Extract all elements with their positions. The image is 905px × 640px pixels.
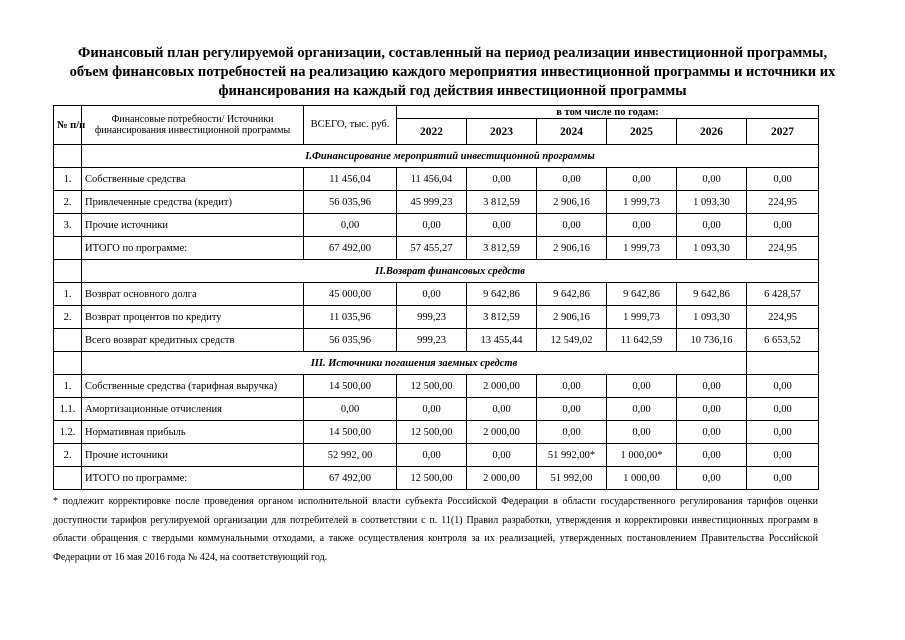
row-number bbox=[54, 467, 82, 490]
row-year-value: 0,00 bbox=[467, 214, 537, 237]
financial-plan-table bbox=[53, 105, 819, 490]
row-total: 67 492,00 bbox=[304, 237, 397, 260]
header-year: 2022 bbox=[397, 119, 467, 145]
row-year-value: 3 812,59 bbox=[467, 237, 537, 260]
row-label: ИТОГО по программе: bbox=[82, 467, 304, 490]
row-year-value: 0,00 bbox=[467, 168, 537, 191]
table-row bbox=[54, 191, 819, 214]
row-year-value: 12 500,00 bbox=[397, 375, 467, 398]
table-row bbox=[54, 398, 819, 421]
row-total: 52 992, 00 bbox=[304, 444, 397, 467]
header-year: 2025 bbox=[607, 119, 677, 145]
row-year-value: 0,00 bbox=[467, 398, 537, 421]
header-by-years: в том числе по годам: bbox=[397, 106, 819, 119]
row-label: Возврат основного долга bbox=[82, 283, 304, 306]
table-row bbox=[54, 237, 819, 260]
table-row bbox=[54, 329, 819, 352]
section-spacer-cell bbox=[747, 352, 819, 375]
table-row bbox=[54, 168, 819, 191]
row-year-value: 13 455,44 bbox=[467, 329, 537, 352]
row-year-value: 11 456,04 bbox=[397, 168, 467, 191]
row-year-value: 2 906,16 bbox=[537, 237, 607, 260]
row-year-value: 999,23 bbox=[397, 329, 467, 352]
row-total: 56 035,96 bbox=[304, 329, 397, 352]
row-year-value: 2 000,00 bbox=[467, 421, 537, 444]
row-year-value: 999,23 bbox=[397, 306, 467, 329]
row-year-value: 0,00 bbox=[747, 444, 819, 467]
header-needs: Финансовые потребности/ Источники финансирования инвестиционной программы bbox=[82, 106, 304, 145]
row-year-value: 0,00 bbox=[677, 421, 747, 444]
row-year-value: 2 906,16 bbox=[537, 191, 607, 214]
row-year-value: 57 455,27 bbox=[397, 237, 467, 260]
row-year-value: 2 906,16 bbox=[537, 306, 607, 329]
row-year-value: 51 992,00* bbox=[537, 444, 607, 467]
row-year-value: 0,00 bbox=[607, 214, 677, 237]
row-year-value: 1 000,00* bbox=[607, 444, 677, 467]
page-title: Финансовый план регулируемой организации, составленный на период реализации инвестиционной программы, объем финансовых потребностей на реализацию каждого мероприятия инвестиционной программы и источники их финансирования на каждый год действия инвестиционной программы bbox=[69, 45, 836, 99]
row-number bbox=[54, 329, 82, 352]
row-year-value: 45 999,23 bbox=[397, 191, 467, 214]
row-year-value: 1 000,00 bbox=[607, 467, 677, 490]
row-year-value: 0,00 bbox=[747, 421, 819, 444]
row-year-value: 0,00 bbox=[537, 168, 607, 191]
row-year-value: 0,00 bbox=[607, 421, 677, 444]
row-total: 11 456,04 bbox=[304, 168, 397, 191]
row-year-value: 0,00 bbox=[397, 214, 467, 237]
row-year-value: 0,00 bbox=[747, 467, 819, 490]
row-total: 14 500,00 bbox=[304, 421, 397, 444]
row-number: 2. bbox=[54, 306, 82, 329]
row-year-value: 0,00 bbox=[747, 214, 819, 237]
row-year-value: 0,00 bbox=[537, 421, 607, 444]
row-label: Прочие источники bbox=[82, 214, 304, 237]
section-spacer-cell bbox=[54, 352, 82, 375]
row-year-value: 224,95 bbox=[747, 306, 819, 329]
row-year-value: 9 642,86 bbox=[537, 283, 607, 306]
header-year: 2026 bbox=[677, 119, 747, 145]
row-label: Нормативная прибыль bbox=[82, 421, 304, 444]
table-row bbox=[54, 283, 819, 306]
row-year-value: 11 642,59 bbox=[607, 329, 677, 352]
row-year-value: 0,00 bbox=[677, 444, 747, 467]
row-year-value: 3 812,59 bbox=[467, 306, 537, 329]
row-year-value: 0,00 bbox=[677, 168, 747, 191]
header-year: 2024 bbox=[537, 119, 607, 145]
row-year-value: 12 500,00 bbox=[397, 421, 467, 444]
row-year-value: 0,00 bbox=[537, 214, 607, 237]
row-year-value: 1 093,30 bbox=[677, 306, 747, 329]
row-label: Прочие источники bbox=[82, 444, 304, 467]
row-number: 2. bbox=[54, 191, 82, 214]
row-year-value: 1 999,73 bbox=[607, 306, 677, 329]
row-year-value: 0,00 bbox=[677, 467, 747, 490]
row-number: 2. bbox=[54, 444, 82, 467]
row-year-value: 12 549,02 bbox=[537, 329, 607, 352]
table-row bbox=[54, 214, 819, 237]
row-total: 45 000,00 bbox=[304, 283, 397, 306]
row-year-value: 0,00 bbox=[747, 168, 819, 191]
row-total: 11 035,96 bbox=[304, 306, 397, 329]
row-year-value: 9 642,86 bbox=[467, 283, 537, 306]
row-year-value: 0,00 bbox=[397, 398, 467, 421]
row-total: 0,00 bbox=[304, 398, 397, 421]
header-year: 2027 bbox=[747, 119, 819, 145]
row-label: ИТОГО по программе: bbox=[82, 237, 304, 260]
row-number: 1.1. bbox=[54, 398, 82, 421]
row-year-value: 9 642,86 bbox=[607, 283, 677, 306]
row-total: 0,00 bbox=[304, 214, 397, 237]
row-year-value: 1 999,73 bbox=[607, 191, 677, 214]
section-title: I.Финансирование мероприятий инвестиционной программы bbox=[82, 145, 819, 168]
row-year-value: 0,00 bbox=[677, 214, 747, 237]
row-total: 14 500,00 bbox=[304, 375, 397, 398]
table-row bbox=[54, 306, 819, 329]
row-label: Привлеченные средства (кредит) bbox=[82, 191, 304, 214]
row-year-value: 0,00 bbox=[747, 375, 819, 398]
row-year-value: 9 642,86 bbox=[677, 283, 747, 306]
row-year-value: 0,00 bbox=[747, 398, 819, 421]
row-year-value: 0,00 bbox=[397, 283, 467, 306]
row-year-value: 0,00 bbox=[537, 375, 607, 398]
row-year-value: 0,00 bbox=[677, 375, 747, 398]
row-label: Всего возврат кредитных средств bbox=[82, 329, 304, 352]
header-year: 2023 bbox=[467, 119, 537, 145]
row-number: 1. bbox=[54, 283, 82, 306]
row-label: Амортизационные отчисления bbox=[82, 398, 304, 421]
footnote: * подлежит корректировке после проведения органом исполнительной власти субъекта Российской Федерации в области государственного регулирования тарифов оценки доступности тарифов регулируемой организации для потребителей в соответствии с п. 11(1) Правил разработки, утверждения и корректировки инвестиционных программ в области обращения с твердыми коммунальными отходами, а также осуществления контроля за их реализацией, утвержденных постановлением Правительства Российской Федерации от 16 мая 2016 года № 424, на соответствующий год. bbox=[53, 496, 818, 563]
row-year-value: 0,00 bbox=[607, 375, 677, 398]
row-number: 1. bbox=[54, 375, 82, 398]
row-total: 56 035,96 bbox=[304, 191, 397, 214]
row-year-value: 0,00 bbox=[607, 168, 677, 191]
table-row bbox=[54, 467, 819, 490]
table-row bbox=[54, 375, 819, 398]
section-spacer-cell bbox=[54, 145, 82, 168]
row-label: Возврат процентов по кредиту bbox=[82, 306, 304, 329]
row-year-value: 10 736,16 bbox=[677, 329, 747, 352]
row-year-value: 0,00 bbox=[537, 398, 607, 421]
row-number: 3. bbox=[54, 214, 82, 237]
table-row bbox=[54, 421, 819, 444]
row-number bbox=[54, 237, 82, 260]
row-year-value: 1 093,30 bbox=[677, 191, 747, 214]
header-total: ВСЕГО, тыс. руб. bbox=[304, 106, 397, 145]
row-year-value: 51 992,00 bbox=[537, 467, 607, 490]
row-year-value: 0,00 bbox=[467, 444, 537, 467]
row-year-value: 2 000,00 bbox=[467, 467, 537, 490]
row-year-value: 6 428,57 bbox=[747, 283, 819, 306]
section-spacer-cell bbox=[54, 260, 82, 283]
header-num: № п/п bbox=[54, 106, 82, 145]
row-year-value: 0,00 bbox=[677, 398, 747, 421]
row-year-value: 2 000,00 bbox=[467, 375, 537, 398]
row-year-value: 0,00 bbox=[607, 398, 677, 421]
row-label: Собственные средства bbox=[82, 168, 304, 191]
row-year-value: 224,95 bbox=[747, 237, 819, 260]
section-title: III. Источники погашения заемных средств bbox=[82, 352, 747, 375]
section-title: II.Возврат финансовых средств bbox=[82, 260, 819, 283]
row-year-value: 0,00 bbox=[397, 444, 467, 467]
table-body bbox=[54, 145, 819, 490]
row-year-value: 3 812,59 bbox=[467, 191, 537, 214]
row-year-value: 6 653,52 bbox=[747, 329, 819, 352]
row-year-value: 1 093,30 bbox=[677, 237, 747, 260]
row-year-value: 1 999,73 bbox=[607, 237, 677, 260]
row-total: 67 492,00 bbox=[304, 467, 397, 490]
row-year-value: 12 500,00 bbox=[397, 467, 467, 490]
row-year-value: 224,95 bbox=[747, 191, 819, 214]
table-row bbox=[54, 444, 819, 467]
row-number: 1.2. bbox=[54, 421, 82, 444]
row-number: 1. bbox=[54, 168, 82, 191]
row-label: Собственные средства (тарифная выручка) bbox=[82, 375, 304, 398]
